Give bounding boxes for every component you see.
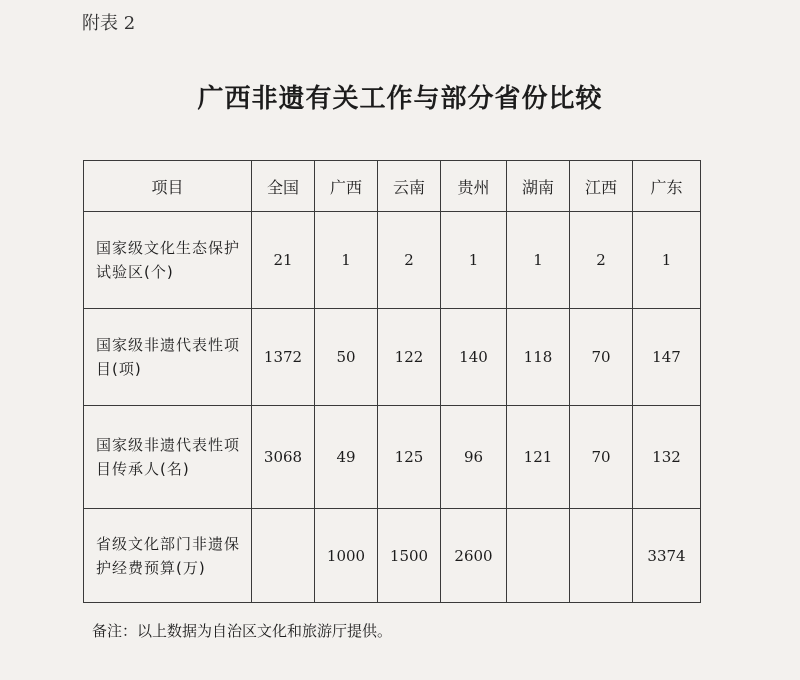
row-label: 国家级非遗代表性项目(项)	[84, 309, 252, 406]
table-cell: 1	[633, 212, 701, 309]
row-label: 国家级文化生态保护试验区(个)	[84, 212, 252, 309]
table-row	[84, 309, 701, 406]
column-header-hunan: 湖南	[507, 161, 570, 212]
table-cell: 125	[378, 406, 441, 509]
row-label: 国家级非遗代表性项目传承人(名)	[84, 406, 252, 509]
table-cell: 122	[378, 309, 441, 406]
table-cell: 70	[570, 309, 633, 406]
table-cell	[507, 509, 570, 603]
table-cell	[570, 509, 633, 603]
table-cell: 132	[633, 406, 701, 509]
table-cell	[252, 509, 315, 603]
table-cell: 140	[441, 309, 507, 406]
table-cell: 70	[570, 406, 633, 509]
column-header-item: 项目	[84, 161, 252, 212]
table-cell: 49	[315, 406, 378, 509]
table-header-row	[84, 161, 701, 212]
table-cell: 147	[633, 309, 701, 406]
column-header-yunnan: 云南	[378, 161, 441, 212]
table-cell: 1500	[378, 509, 441, 603]
table-cell: 1000	[315, 509, 378, 603]
column-header-national: 全国	[252, 161, 315, 212]
table-cell: 50	[315, 309, 378, 406]
column-header-guangdong: 广东	[633, 161, 701, 212]
table-row	[84, 509, 701, 603]
table-cell: 1	[315, 212, 378, 309]
table-cell: 96	[441, 406, 507, 509]
table-cell: 21	[252, 212, 315, 309]
footnote: 备注：以上数据为自治区文化和旅游厅提供。	[92, 622, 393, 640]
comparison-table	[83, 160, 701, 603]
table-cell: 1372	[252, 309, 315, 406]
table-cell: 118	[507, 309, 570, 406]
table-cell: 1	[507, 212, 570, 309]
column-header-jiangxi: 江西	[570, 161, 633, 212]
table-cell: 1	[441, 212, 507, 309]
row-label: 省级文化部门非遗保护经费预算(万)	[84, 509, 252, 603]
table-cell: 2600	[441, 509, 507, 603]
table-cell: 3068	[252, 406, 315, 509]
column-header-guizhou: 贵州	[441, 161, 507, 212]
table-cell: 2	[378, 212, 441, 309]
table-cell: 3374	[633, 509, 701, 603]
appendix-label: 附表 2	[82, 13, 136, 34]
table-cell: 2	[570, 212, 633, 309]
table-cell: 121	[507, 406, 570, 509]
table-row	[84, 212, 701, 309]
document-title: 广西非遗有关工作与部分省份比较	[197, 84, 603, 114]
column-header-guangxi: 广西	[315, 161, 378, 212]
table-row	[84, 406, 701, 509]
